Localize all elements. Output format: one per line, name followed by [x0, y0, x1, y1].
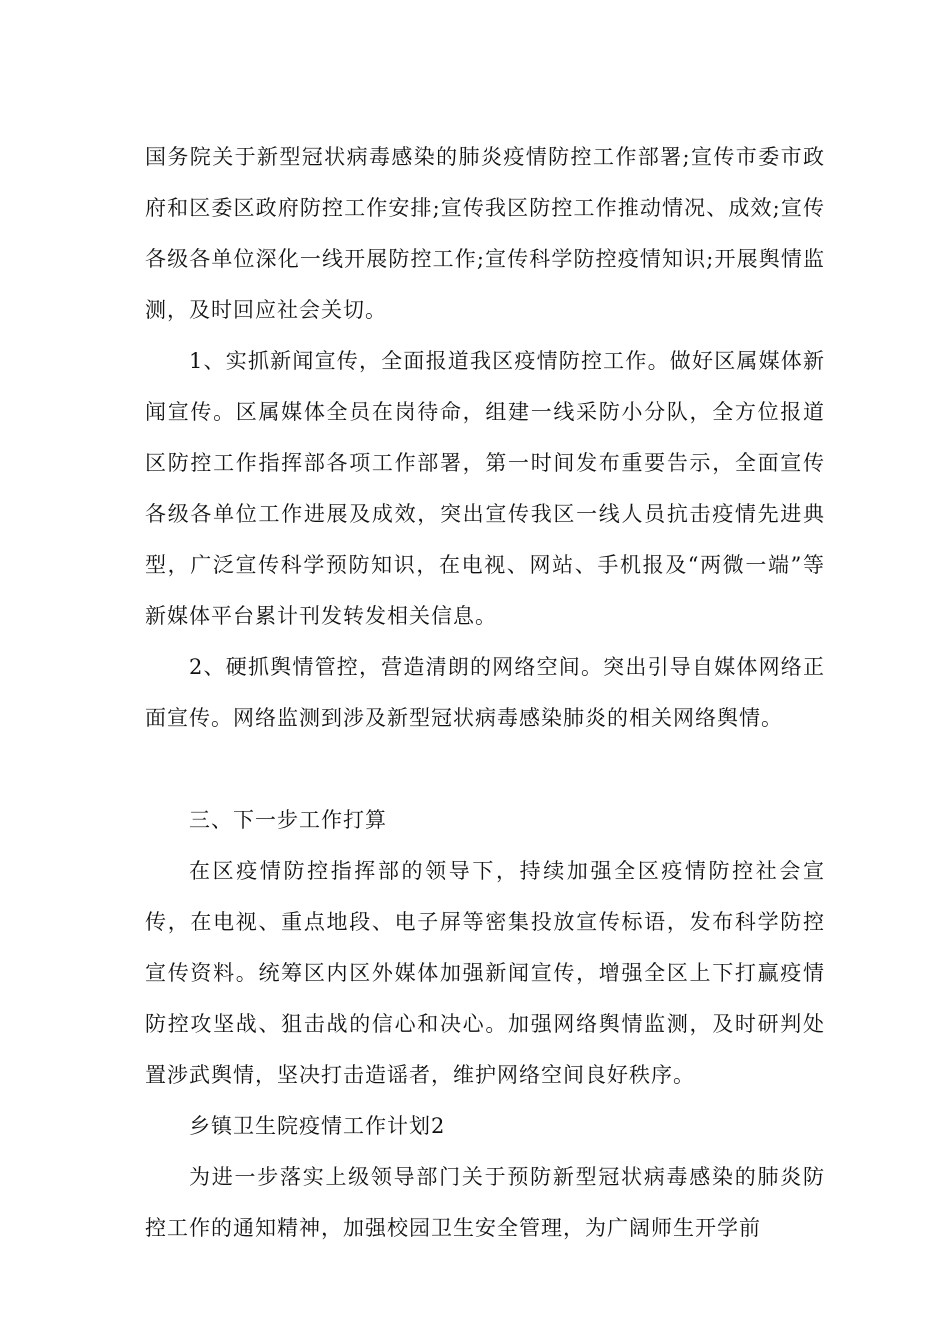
- paragraph-plan-2-intro: 为进一步落实上级领导部门关于预防新型冠状病毒感染的肺炎防控工作的通知精神，加强校园卫生安全管理，为广阔师生开学前: [145, 1165, 825, 1240]
- paragraph-next-steps: 在区疫情防控指挥部的领导下，持续加强全区疫情防控社会宣传，在电视、重点地段、电子屏等密集投放宣传标语，发布科学防控宣传资料。统筹区内区外媒体加强新闻宣传，增强全区上下打赢疫情防控攻坚战、狙击战的信心和决心。加强网络舆情监测，及时研判处置涉武舆情，坚决打击造谣者，维护网络空间良好秩序。: [145, 859, 825, 1087]
- blank-line: [145, 744, 825, 795]
- paragraph-public-opinion: 2、硬抓舆情管控，营造清朗的网络空间。突出引导自媒体网络正面宣传。网络监测到涉及新型冠状病毒感染肺炎的相关网络舆情。: [145, 655, 825, 730]
- paragraph-news-publicity: 1、实抓新闻宣传，全面报道我区疫情防控工作。做好区属媒体新闻宣传。区属媒体全员在岗待命，组建一线采防小分队，全方位报道区防控工作指挥部各项工作部署，第一时间发布重要告示，全面宣传各级各单位工作进展及成效，突出宣传我区一线人员抗击疫情先进典型，广泛宣传科学预防知识，在电视、网站、手机报及“两微一端”等新媒体平台累计刊发转发相关信息。: [145, 349, 825, 628]
- section-heading-next-steps: 三、下一步工作打算: [189, 808, 387, 832]
- paragraph-continued: 国务院关于新型冠状病毒感染的肺炎疫情防控工作部署;宣传市委市政府和区委区政府防控工作安排;宣传我区防控工作推动情况、成效;宣传各级各单位深化一线开展防控工作;宣传科学防控疫情知识;开展舆情监测，及时回应社会关切。: [145, 145, 825, 322]
- document-body: [145, 132, 825, 1254]
- section-heading-plan-2: 乡镇卫生院疫情工作计划2: [189, 1114, 446, 1138]
